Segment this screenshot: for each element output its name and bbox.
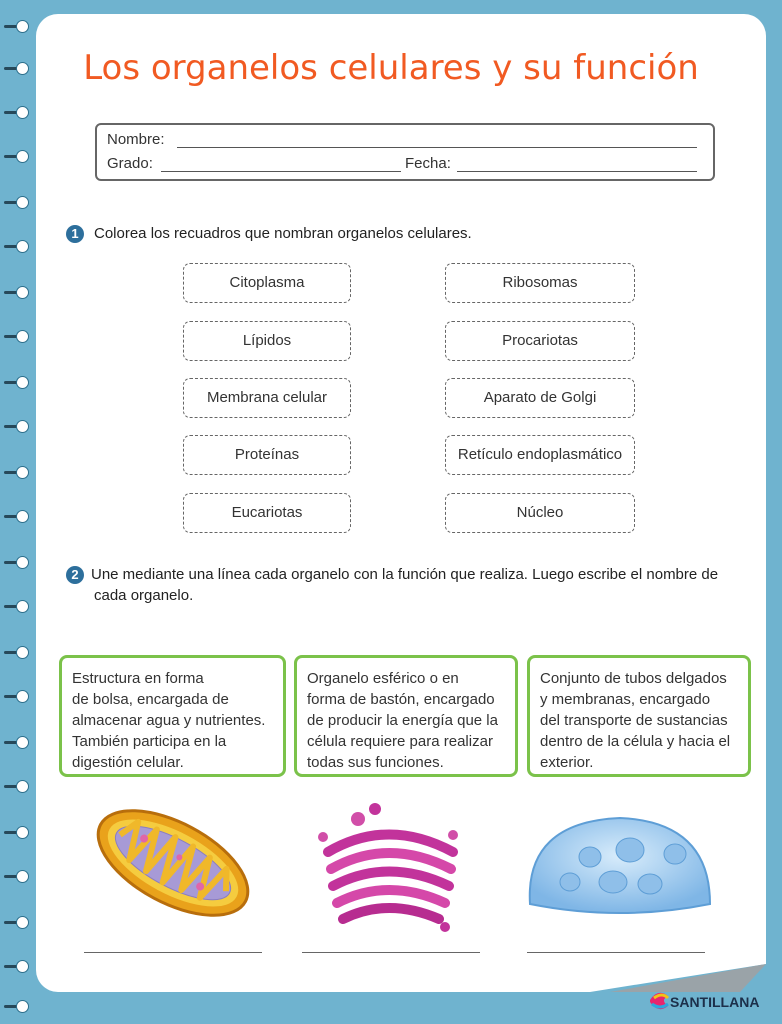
function-text-line: célula requiere para realizar <box>307 733 493 750</box>
exercise-2-number: 2 <box>66 566 84 584</box>
nombre-field[interactable] <box>177 147 697 148</box>
exercise-2-instruction-line1: Une mediante una línea cada organelo con la función que realiza. Luego escribe el nombre de <box>91 566 719 583</box>
organelle-option-box[interactable]: Eucariotas <box>183 493 351 533</box>
page-title: Los organelos celulares y su función <box>83 48 699 88</box>
binding-ring <box>4 870 30 884</box>
binding-ring <box>4 196 30 210</box>
function-text-line: de producir la energía que la <box>307 712 498 729</box>
fecha-label: Fecha: <box>405 155 451 172</box>
function-text-line: Organelo esférico o en <box>307 670 459 687</box>
organelle-option-box[interactable]: Membrana celular <box>183 378 351 418</box>
organelle-name-line[interactable] <box>302 952 480 953</box>
binding-ring <box>4 286 30 300</box>
organelle-name-line[interactable] <box>84 952 262 953</box>
grado-field[interactable] <box>161 171 401 172</box>
binding-ring <box>4 240 30 254</box>
organelle-option-box[interactable]: Citoplasma <box>183 263 351 303</box>
binding-ring <box>4 736 30 750</box>
exercise-2-instruction-line2: cada organelo. <box>94 587 194 604</box>
vacuole-image[interactable] <box>525 812 715 922</box>
function-text-line: todas sus funciones. <box>307 754 444 771</box>
student-info-box <box>95 123 715 181</box>
binding-ring <box>4 466 30 480</box>
binding-ring <box>4 916 30 930</box>
function-text-line: exterior. <box>540 754 594 771</box>
binding-ring <box>4 600 30 614</box>
function-text-line: y membranas, encargado <box>540 691 711 708</box>
exercise-1-number: 1 <box>66 225 84 243</box>
binding-ring <box>4 780 30 794</box>
function-text-line: Conjunto de tubos delgados <box>540 670 727 687</box>
function-text-line: forma de bastón, encargado <box>307 691 495 708</box>
function-text-line: almacenar agua y nutrientes. <box>72 712 266 729</box>
function-text-line: de bolsa, encargada de <box>72 691 229 708</box>
organelle-option-box[interactable]: Procariotas <box>445 321 635 361</box>
function-text-line: del transporte de sustancias <box>540 712 728 729</box>
organelle-option-box[interactable]: Proteínas <box>183 435 351 475</box>
function-text-line: Estructura en forma <box>72 670 204 687</box>
function-text-line: También participa en la <box>72 733 227 750</box>
organelle-option-box[interactable]: Lípidos <box>183 321 351 361</box>
organelle-option-box[interactable]: Aparato de Golgi <box>445 378 635 418</box>
mitochondria-image[interactable] <box>88 793 258 933</box>
binding-ring <box>4 556 30 570</box>
organelle-name-line[interactable] <box>527 952 705 953</box>
golgi-apparatus-image[interactable] <box>313 797 463 937</box>
organelle-option-box[interactable]: Ribosomas <box>445 263 635 303</box>
organelle-option-box[interactable]: Núcleo <box>445 493 635 533</box>
exercise-1-instruction: Colorea los recuadros que nombran organelos celulares. <box>94 225 472 242</box>
function-description-box[interactable] <box>294 655 518 777</box>
binding-ring <box>4 690 30 704</box>
binding-ring <box>4 150 30 164</box>
binding-ring <box>4 510 30 524</box>
function-text-line: dentro de la célula y hacia el <box>540 733 731 750</box>
grado-label: Grado: <box>107 155 153 172</box>
organelle-option-box[interactable]: Retículo endoplasmático <box>445 435 635 475</box>
publisher-name: SANTILLANA <box>670 994 760 1010</box>
function-description-box[interactable] <box>527 655 751 777</box>
nombre-label: Nombre: <box>107 131 165 148</box>
fecha-field[interactable] <box>457 171 697 172</box>
binding-ring <box>4 1000 30 1014</box>
binding-ring <box>4 106 30 120</box>
binding-ring <box>4 960 30 974</box>
binding-ring <box>4 420 30 434</box>
spiral-binding <box>0 0 40 1024</box>
function-description-box[interactable] <box>59 655 286 777</box>
binding-ring <box>4 330 30 344</box>
binding-ring <box>4 20 30 34</box>
function-text-line: digestión celular. <box>72 754 184 771</box>
binding-ring <box>4 826 30 840</box>
binding-ring <box>4 646 30 660</box>
binding-ring <box>4 376 30 390</box>
